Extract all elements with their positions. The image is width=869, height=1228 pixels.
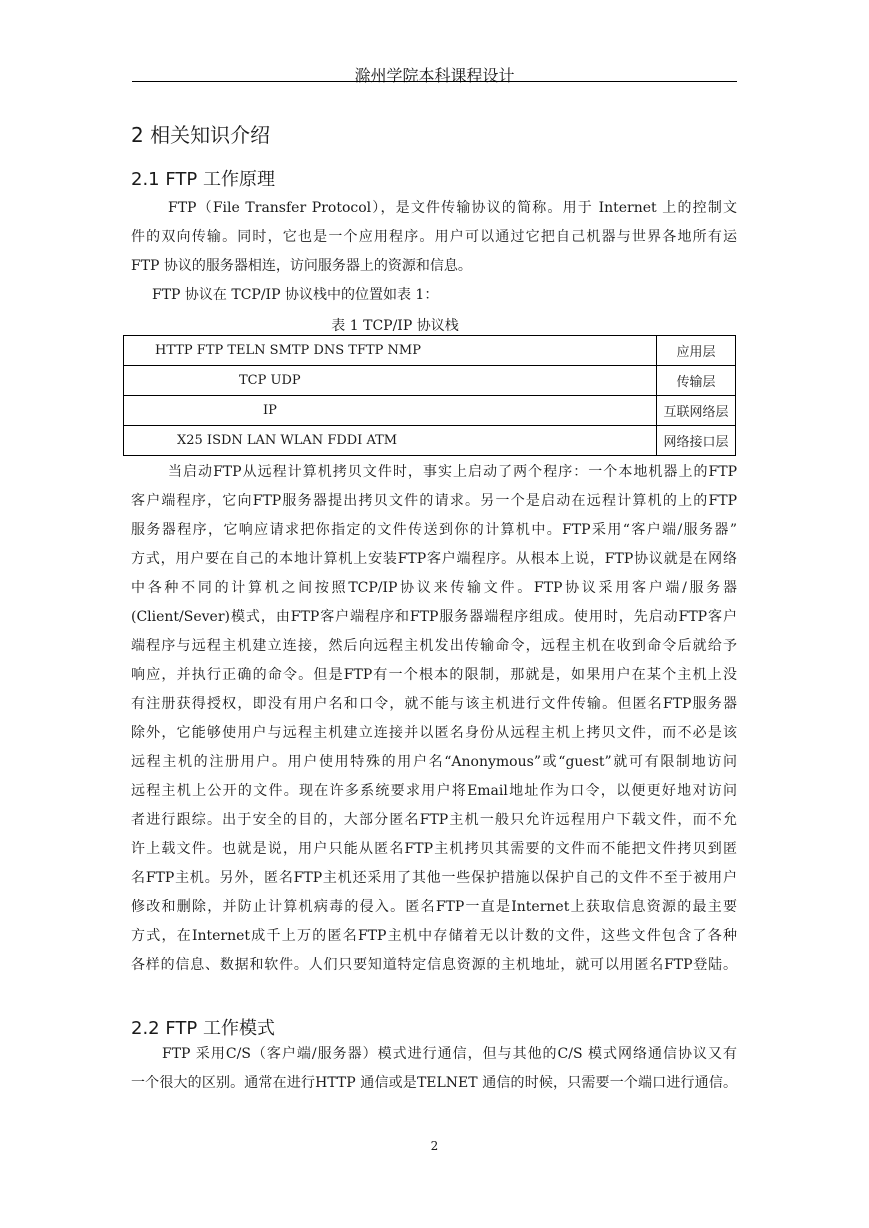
- paragraph-line: 服务器程序，它响应请求把你指定的文件传送到你的计算机中。FTP采用“客户端/服务器”: [131, 522, 737, 538]
- table-cell-protocols: [124, 396, 657, 426]
- paragraph-line: 方式，用户要在自己的本地计算机上安装FTP客户端程序。从根本上说，FTP协议就是在网络: [131, 551, 737, 567]
- header-rule: [132, 81, 737, 82]
- table-cell-layer: 传输层: [657, 366, 736, 396]
- cell-text: TCP UDP: [239, 373, 301, 388]
- page-number: 2: [430, 1139, 439, 1153]
- table-row: [124, 336, 736, 366]
- table-row: [124, 426, 736, 456]
- page-header-title: 滁州学院本科课程设计: [354, 66, 515, 85]
- paragraph-line: 方式，在Internet成千上万的匿名FTP主机中存储着无以计数的文件，这些文件包含了各种: [131, 928, 737, 944]
- table-caption: 表 1 TCP/IP 协议栈: [331, 318, 459, 334]
- paragraph-line: 远程主机上公开的文件。现在许多系统要求用户将Email地址作为口令，以便更好地对访问: [131, 783, 737, 799]
- paragraph-line: 远程主机的注册用户。用户使用特殊的用户名“Anonymous”或“guest”就可有限制地访问: [131, 754, 737, 770]
- paragraph-line: 当启动FTP从远程计算机拷贝文件时，事实上启动了两个程序：一个本地机器上的FTP: [168, 464, 737, 480]
- table-cell-protocols: [124, 336, 657, 366]
- paragraph-line: FTP 协议的服务器相连，访问服务器上的资源和信息。: [131, 258, 472, 274]
- paragraph-line: 客户端程序，它向FTP服务器提出拷贝文件的请求。另一个是启动在远程计算机的上的FTP: [131, 493, 737, 509]
- paragraph-line: 有注册获得授权，即没有用户名和口令，就不能与该主机进行文件传输。但匿名FTP服务器: [131, 696, 737, 712]
- paragraph-line: 名FTP主机。另外，匿名FTP主机还采用了其他一些保护措施以保护自己的文件不至于被用户: [131, 870, 737, 886]
- cell-text: X25 ISDN LAN WLAN FDDI ATM: [177, 433, 398, 448]
- paragraph-line: 修改和删除，并防止计算机病毒的侵入。匿名FTP一直是Internet上获取信息资源的最主要: [131, 899, 737, 915]
- paragraph-line: 各样的信息、数据和软件。人们只要知道特定信息资源的主机地址，就可以用匿名FTP登陆。: [131, 957, 737, 973]
- paragraph-line: 者进行跟综。出于安全的目的，大部分匿名FTP主机一般只允许远程用户下载文件，而不允: [131, 812, 737, 828]
- paragraph-line: 响应，并执行正确的命令。但是FTP有一个根本的限制，那就是，如果用户在某个主机上没: [131, 667, 737, 683]
- section-heading-2: 2 相关知识介绍: [131, 123, 271, 147]
- table-cell-protocols: [124, 366, 657, 396]
- paragraph-line: FTP 协议在 TCP/IP 协议栈中的位置如表 1：: [152, 287, 439, 303]
- section-heading-2-2: 2.2 FTP 工作模式: [131, 1018, 275, 1039]
- cell-text: HTTP FTP TELN SMTP DNS TFTP NMP: [155, 343, 421, 358]
- table-cell-protocols: [124, 426, 657, 456]
- table-row: [124, 366, 736, 396]
- cell-text: IP: [263, 403, 277, 418]
- tcpip-protocol-table: [123, 335, 736, 456]
- paragraph-line: 一个很大的区别。通常在进行HTTP 通信或是TELNET 通信的时候，只需要一个端口进行通信。: [131, 1075, 737, 1091]
- paragraph-line: FTP（File Transfer Protocol），是文件传输协议的简称。用于 Internet 上的控制文: [168, 200, 737, 216]
- paragraph-line: FTP 采用C/S（客户端/服务器）模式进行通信，但与其他的C/S 模式网络通信协议又有: [162, 1046, 737, 1062]
- paragraph-line: 除外，它能够使用户与远程主机建立连接并以匿名身份从远程主机上拷贝文件，而不必是该: [131, 725, 737, 741]
- paragraph-line: 中各种不同的计算机之间按照TCP/IP协议来传输文件。FTP协议采用客户端/服务器: [131, 580, 737, 596]
- paragraph-line: 端程序与远程主机建立连接，然后向远程主机发出传输命令，远程主机在收到命令后就给予: [131, 638, 737, 654]
- table-row: [124, 396, 736, 426]
- paragraph-line: (Client/Sever)模式，由FTP客户端程序和FTP服务器端程序组成。使用时，先启动FTP客户: [131, 609, 737, 625]
- table-cell-layer: 网络接口层: [657, 426, 736, 456]
- table-cell-layer: 应用层: [657, 336, 736, 366]
- paragraph-line: 件的双向传输。同时，它也是一个应用程序。用户可以通过它把自己机器与世界各地所有运: [131, 229, 737, 245]
- paragraph-line: 许上载文件。也就是说，用户只能从匿名FTP主机拷贝其需要的文件而不能把文件拷贝到匿: [131, 841, 737, 857]
- table-cell-layer: 互联网络层: [657, 396, 736, 426]
- section-heading-2-1: 2.1 FTP 工作原理: [131, 169, 275, 190]
